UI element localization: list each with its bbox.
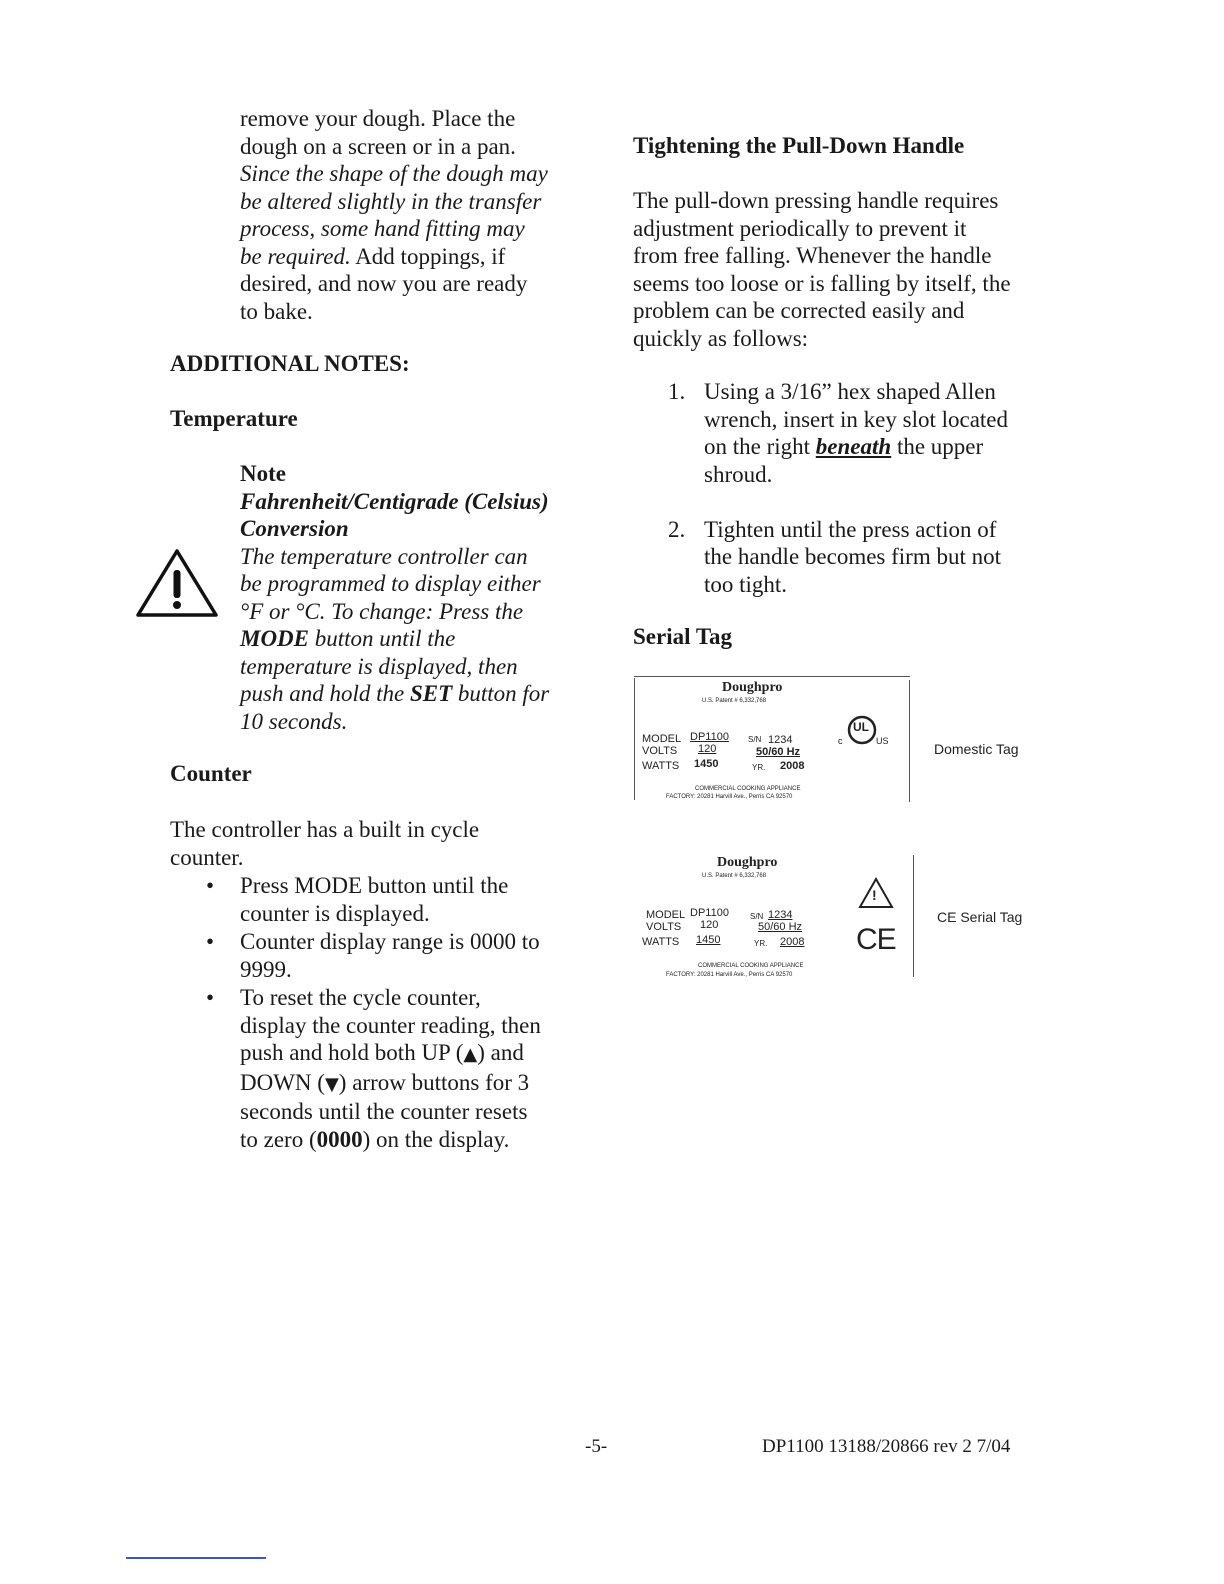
list-item-line: seconds until the counter resets bbox=[240, 1099, 528, 1124]
pull-body-line: seems too loose or is falling by itself, the bbox=[633, 270, 1011, 296]
tag-yr-label: YR. bbox=[752, 763, 766, 772]
pull-down-handle-body bbox=[633, 187, 1053, 352]
tag-watts-label: WATTS bbox=[642, 936, 680, 948]
list-item bbox=[206, 872, 570, 927]
tag-volts-value: 120 bbox=[698, 743, 717, 755]
note-title: Note bbox=[240, 461, 286, 486]
tag-border bbox=[913, 855, 914, 977]
tag-model-value: DP1100 bbox=[690, 731, 729, 743]
note-line: be programmed to display either bbox=[240, 571, 541, 596]
list-item-line: To reset the cycle counter, bbox=[240, 985, 481, 1010]
note-subtitle: Fahrenheit/Centigrade (Celsius) bbox=[240, 488, 549, 514]
step-line: wrench, insert in key slot located bbox=[704, 406, 1009, 432]
tag-model-label: MODEL bbox=[642, 733, 682, 745]
ul-mark: UL bbox=[853, 720, 869, 734]
tag-brand: Doughpro bbox=[722, 680, 783, 695]
tag-appliance-line: COMMERCIAL COOKING APPLIANCE bbox=[698, 963, 804, 969]
tag-sn-label: S/N bbox=[748, 735, 762, 744]
counter-heading: Counter bbox=[170, 761, 252, 786]
pull-body-line: The pull-down pressing handle requires bbox=[633, 188, 999, 213]
step-line: the handle becomes firm but not bbox=[704, 544, 1002, 569]
list-item-line: Press MODE button until the bbox=[240, 873, 509, 898]
intro-line: desired, and now you are ready bbox=[240, 271, 528, 296]
set-keyword: SET bbox=[409, 681, 453, 706]
list-item-line: 9999. bbox=[240, 956, 292, 982]
list-item-line: push and hold both UP ( bbox=[240, 1040, 464, 1065]
step-line: shroud. bbox=[704, 461, 773, 487]
counter-intro-line: The controller has a built in cycle bbox=[170, 817, 480, 842]
step-line: Using a 3/16” hex shaped Allen bbox=[704, 379, 996, 404]
list-item bbox=[206, 928, 570, 983]
intro-line: dough on a screen or in a pan. bbox=[240, 133, 516, 159]
step-line: Tighten until the press action of bbox=[704, 516, 997, 542]
step-line: too tight. bbox=[704, 571, 788, 597]
note-line: button for bbox=[452, 681, 550, 706]
tag-yr-value: 2008 bbox=[780, 760, 805, 772]
tag-model-value: DP1100 bbox=[690, 907, 729, 919]
tag-patent: U.S. Patent # 6,332,768 bbox=[702, 698, 767, 704]
intro-line: to bake. bbox=[240, 298, 313, 324]
ce-tag-caption: CE Serial Tag bbox=[937, 909, 1023, 925]
tag-sn-value: 1234 bbox=[768, 909, 793, 921]
ce-tag bbox=[640, 853, 912, 983]
pull-down-handle-heading: Tightening the Pull-Down Handle bbox=[633, 133, 965, 158]
tag-patent: U.S. Patent # 6,332,768 bbox=[702, 873, 767, 879]
list-item-line: ) arrow buttons for 3 bbox=[338, 1069, 530, 1095]
pull-body-line: problem can be corrected easily and bbox=[633, 298, 965, 323]
tag-hz-value: 50/60 Hz bbox=[758, 921, 803, 933]
bullet-icon: • bbox=[206, 873, 215, 898]
conversion-note bbox=[240, 460, 580, 735]
list-item-line: to zero ( bbox=[240, 1126, 317, 1152]
tag-volts-label: VOLTS bbox=[646, 921, 682, 933]
note-line: push and hold the bbox=[240, 681, 410, 706]
tag-volts-value: 120 bbox=[700, 919, 719, 931]
list-item-line: Counter display range is 0000 to bbox=[240, 929, 540, 954]
tag-brand: Doughpro bbox=[717, 855, 778, 870]
mode-keyword: MODE bbox=[240, 626, 310, 651]
tag-factory-line: FACTORY: 20281 Harvill Ave., Perris CA 92570 bbox=[666, 794, 793, 800]
note-subtitle: Conversion bbox=[240, 516, 349, 541]
temperature-heading: Temperature bbox=[170, 406, 298, 431]
page-number: -5- bbox=[585, 1436, 608, 1457]
tag-border bbox=[634, 678, 635, 800]
list-item bbox=[206, 984, 570, 1153]
step-item bbox=[633, 516, 1053, 599]
pull-body-line: quickly as follows: bbox=[633, 325, 809, 351]
intro-italic: Since the shape of the dough may bbox=[240, 161, 548, 186]
serial-tag-heading: Serial Tag bbox=[633, 624, 733, 649]
tag-factory-line: FACTORY: 20281 Harvill Ave., Perris CA 92570 bbox=[666, 972, 793, 978]
zero-value: 0000 bbox=[316, 1126, 363, 1152]
intro-italic: be required. bbox=[240, 243, 351, 269]
tag-watts-value: 1450 bbox=[696, 934, 721, 946]
tag-watts-label: WATTS bbox=[642, 760, 680, 772]
intro-italic: be altered slightly in the transfer bbox=[240, 188, 542, 214]
list-item-line: counter is displayed. bbox=[240, 900, 430, 926]
note-line: 10 seconds. bbox=[240, 708, 348, 734]
additional-notes-heading: ADDITIONAL NOTES: bbox=[170, 351, 410, 376]
list-item-line: display the counter reading, then bbox=[240, 1012, 541, 1038]
note-line: °F or °C. To change: Press the bbox=[240, 598, 524, 624]
note-line: button until the bbox=[309, 626, 456, 651]
counter-intro-line: counter. bbox=[170, 844, 244, 870]
list-item-line: ) on the display. bbox=[362, 1126, 510, 1152]
step-line: the upper bbox=[891, 434, 984, 459]
warning-mark: ! bbox=[872, 887, 877, 903]
note-line: The temperature controller can bbox=[240, 543, 528, 569]
tag-hz-value: 50/60 Hz bbox=[756, 746, 801, 758]
tag-yr-value: 2008 bbox=[780, 936, 805, 948]
ce-mark: CE bbox=[856, 923, 896, 956]
tag-model-label: MODEL bbox=[646, 909, 686, 921]
down-arrow-icon: ▼ bbox=[324, 1073, 339, 1095]
tag-volts-label: VOLTS bbox=[642, 745, 678, 757]
tag-border bbox=[634, 676, 910, 677]
domestic-tag-caption: Domestic Tag bbox=[934, 741, 1019, 757]
intro-line: remove your dough. Place the bbox=[240, 106, 516, 131]
ul-c-mark: c bbox=[838, 736, 843, 746]
intro-italic: process, some hand fitting may bbox=[240, 216, 525, 241]
tag-yr-label: YR. bbox=[754, 939, 768, 948]
tag-sn-value: 1234 bbox=[768, 734, 793, 746]
tag-appliance-line: COMMERCIAL COOKING APPLIANCE bbox=[695, 786, 801, 792]
counter-intro bbox=[170, 816, 530, 871]
step-number: 2. bbox=[668, 516, 686, 542]
domestic-tag bbox=[640, 678, 908, 804]
intro-paragraph bbox=[240, 105, 580, 325]
bullet-icon: • bbox=[206, 929, 215, 954]
footer-rule bbox=[126, 1557, 266, 1559]
beneath-emphasis: beneath bbox=[815, 434, 892, 459]
pull-body-line: from free falling. Whenever the handle bbox=[633, 243, 992, 268]
intro-line: Add toppings, if bbox=[350, 243, 506, 269]
counter-bullet-list bbox=[206, 872, 570, 1154]
tag-border bbox=[909, 680, 910, 802]
step-item bbox=[633, 378, 1053, 488]
list-item-line: ) and bbox=[477, 1040, 524, 1065]
note-line: temperature is displayed, then bbox=[240, 653, 518, 679]
tightening-steps bbox=[633, 378, 1053, 626]
tag-sn-label: S/N bbox=[750, 912, 764, 921]
pull-body-line: adjustment periodically to prevent it bbox=[633, 215, 967, 241]
document-id: DP1100 13188/20866 rev 2 7/04 bbox=[762, 1436, 1011, 1457]
step-line: on the right bbox=[704, 434, 816, 459]
tag-watts-value: 1450 bbox=[694, 758, 719, 770]
note-body bbox=[240, 543, 580, 736]
step-number: 1. bbox=[668, 379, 686, 404]
warning-triangle-icon bbox=[135, 548, 219, 618]
bullet-icon: • bbox=[206, 985, 215, 1010]
up-arrow-icon: ▲ bbox=[463, 1044, 478, 1065]
list-item-line: DOWN ( bbox=[240, 1069, 325, 1095]
ul-us-mark: US bbox=[876, 736, 889, 746]
